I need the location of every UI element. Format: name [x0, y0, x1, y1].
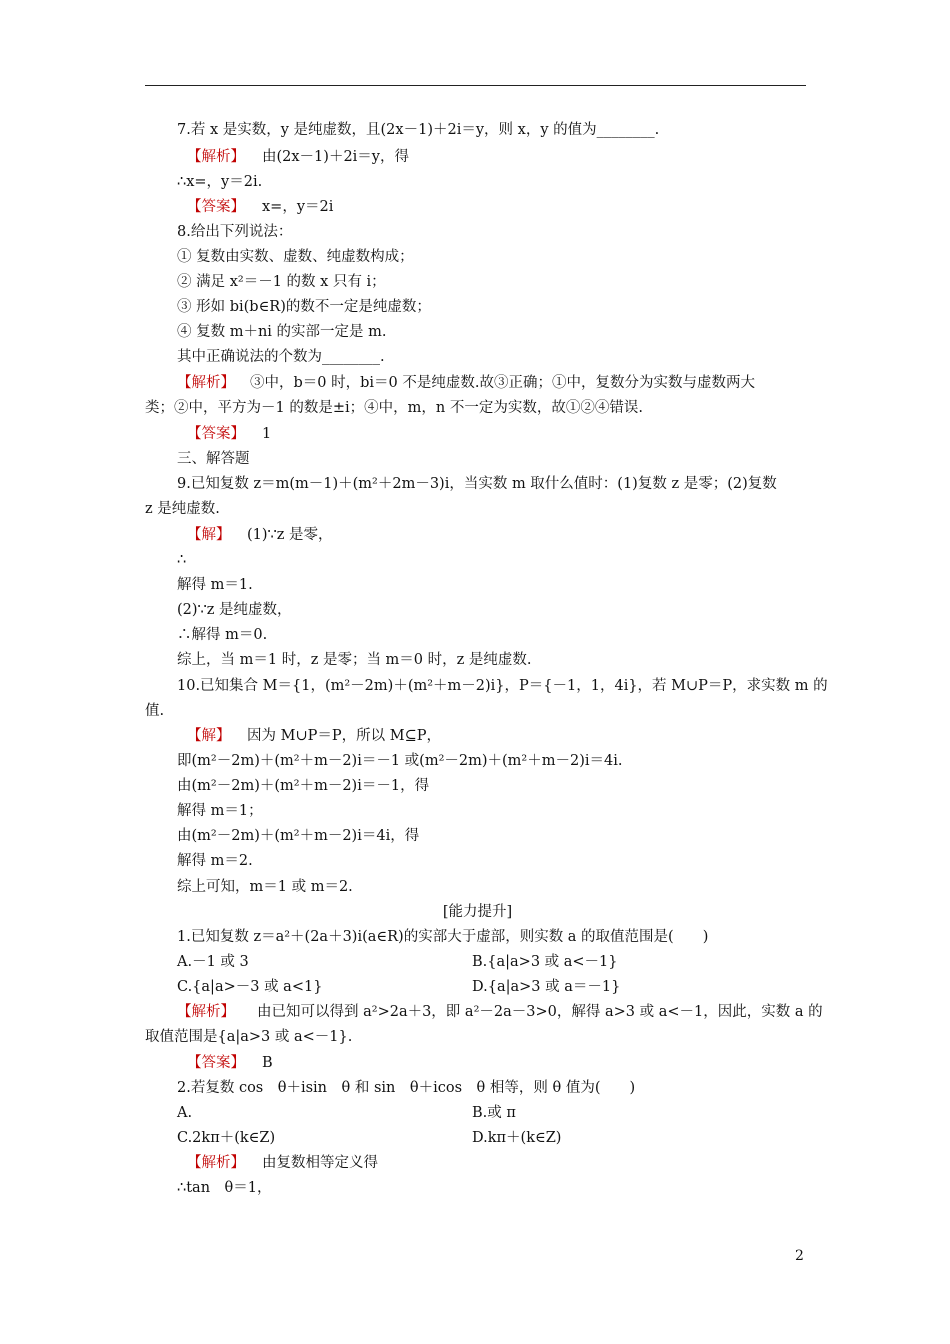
q10-step-3: 解得 m＝1； [177, 803, 263, 819]
p1-analysis-text-cont: 取值范围是{a|a>3 或 a<－1}. [145, 1029, 353, 1045]
q10-stem-cont: 值. [145, 703, 165, 719]
q8-analysis-text: ③中，b＝0 时，bi＝0 不是纯虚数.故③正确；①中，复数分为实数与虚数两大 [250, 375, 755, 391]
q10-step-1: 即(m²－2m)＋(m²＋m－2)i＝－1 或(m²－2m)＋(m²＋m－2)i＝4i. [177, 753, 623, 769]
q7-analysis-tag: 【解析】 [187, 149, 245, 165]
p1-option-b: B.{a|a>3 或 a<－1} [472, 954, 618, 970]
q8-statement-2: ② 满足 x²＝－1 的数 x 只有 i； [177, 274, 386, 290]
p2-analysis-text: 由复数相等定义得 [262, 1155, 378, 1171]
q8-question: 其中正确说法的个数为________. [177, 349, 385, 365]
q10-step-5: 解得 m＝2. [177, 853, 253, 869]
q9-stem-cont: z 是纯虚数. [145, 501, 220, 517]
p2-option-b: B.或 π [472, 1105, 516, 1121]
p2-analysis-result: ∴tan θ＝1， [177, 1180, 272, 1196]
q9-conclusion: 综上，当 m＝1 时，z 是零；当 m＝0 时，z 是纯虚数. [177, 652, 532, 668]
q7-analysis-text: 由(2x－1)＋2i＝y，得 [262, 149, 409, 165]
p2-analysis-tag: 【解析】 [187, 1155, 245, 1171]
p1-answer-tag: 【答案】 [187, 1055, 245, 1071]
ability-heading: [能力提升] [442, 904, 513, 920]
p1-answer-text: B [262, 1055, 273, 1071]
q8-analysis-text-cont: 类；②中，平方为－1 的数是±i；④中，m，n 不一定为实数，故①②④错误. [145, 400, 643, 416]
header-rule [145, 85, 806, 86]
section-heading: 三、解答题 [177, 451, 250, 467]
q7-answer-text: x=，y＝2i [262, 199, 334, 215]
q9-result-1: 解得 m＝1. [177, 577, 253, 593]
q10-step-2: 由(m²－2m)＋(m²＋m－2)i＝－1，得 [177, 778, 430, 794]
q7-answer-tag: 【答案】 [187, 199, 245, 215]
q9-solution-tag: 【解】 [187, 527, 231, 543]
p1-analysis-tag: 【解析】 [177, 1004, 235, 1020]
q9-stem: 9.已知复数 z＝m(m－1)＋(m²＋2m－3)i，当实数 m 取什么值时：(1)复数 z 是零；(2)复数 [177, 476, 777, 492]
q7-stem: 7.若 x 是实数，y 是纯虚数，且(2x－1)＋2i＝y，则 x，y 的值为________. [177, 122, 660, 138]
q10-conclusion: 综上可知，m＝1 或 m＝2. [177, 879, 353, 895]
q8-analysis-tag: 【解析】 [177, 375, 235, 391]
q9-part-2: (2)∵z 是纯虚数， [177, 602, 292, 618]
p1-option-a: A.－1 或 3 [177, 954, 249, 970]
q10-solution-text: 因为 M∪P＝P，所以 M⊆P， [247, 728, 441, 744]
p2-option-c: C.2kπ＋(k∈Z) [177, 1130, 276, 1146]
q8-stem: 8.给出下列说法： [177, 224, 293, 240]
p1-stem: 1.已知复数 z＝a²＋(2a＋3)i(a∈R)的实部大于虚部，则实数 a 的取值范围是( ) [177, 929, 709, 945]
q9-therefore: ∴ [177, 552, 187, 568]
q9-solution-text: (1)∵z 是零， [247, 527, 333, 543]
p2-option-d: D.kπ＋(k∈Z) [472, 1130, 562, 1146]
q10-stem: 10.已知集合 M＝{1，(m²－2m)＋(m²＋m－2)i}，P＝{－1，1，4i}，若 M∪P＝P，求实数 m 的 [177, 678, 828, 694]
q8-statement-4: ④ 复数 m＋ni 的实部一定是 m. [177, 324, 387, 340]
p2-option-a: A. [177, 1105, 193, 1121]
q8-statement-1: ① 复数由实数、虚数、纯虚数构成； [177, 249, 414, 265]
p1-option-c: C.{a|a>－3 或 a<1} [177, 979, 323, 995]
q10-step-4: 由(m²－2m)＋(m²＋m－2)i＝4i，得 [177, 828, 420, 844]
q8-answer-text: 1 [262, 426, 272, 442]
q7-analysis-result: ∴x=，y＝2i. [177, 174, 263, 190]
q9-result-2: ∴解得 m＝0. [177, 627, 268, 643]
q8-statement-3: ③ 形如 bi(b∈R)的数不一定是纯虚数； [177, 299, 431, 315]
p2-stem: 2.若复数 cos θ＋isin θ 和 sin θ＋icos θ 相等，则 θ 值为( ) [177, 1080, 636, 1096]
q10-solution-tag: 【解】 [187, 728, 231, 744]
q8-answer-tag: 【答案】 [187, 426, 245, 442]
p1-option-d: D.{a|a>3 或 a＝－1} [472, 979, 621, 995]
p1-analysis-text: 由已知可以得到 a²>2a＋3，即 a²－2a－3>0，解得 a>3 或 a<－1，因此，实数 a 的 [257, 1004, 823, 1020]
page-number: 2 [795, 1248, 804, 1264]
